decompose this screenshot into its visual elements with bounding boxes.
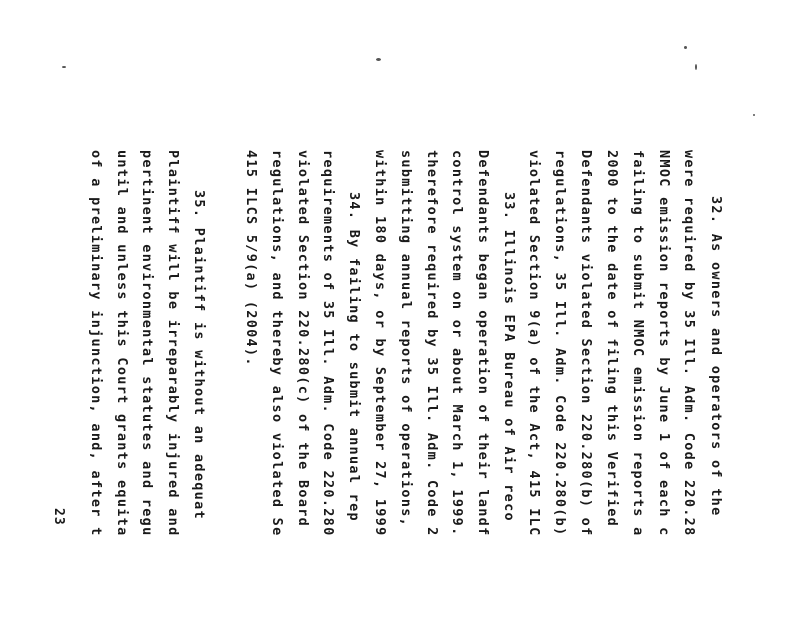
text-line: failing to submit NMOC emission reports a <box>630 150 646 537</box>
text-line: violated Section 220.280(c) of the Board <box>295 150 311 528</box>
text-line: until and unless this Court grants equita <box>114 150 130 537</box>
text-line: were required by 35 Ill. Adm. Code 220.28 <box>681 150 697 537</box>
scan-speck <box>753 114 755 116</box>
text-line: 35. Plaintiff is without an adequat <box>191 190 207 520</box>
text-line: of a preliminary injunction, and, after t <box>88 150 104 537</box>
text-line: therefore required by 35 Ill. Adm. Code 2 <box>424 150 440 537</box>
text-line: Plaintiff will be irreparably injured and <box>165 150 181 537</box>
text-line: NMOC emission reports by June 1 of each c <box>656 150 672 537</box>
text-line: requirements of 35 Ill. Adm. Code 220.280 <box>320 150 336 537</box>
scan-speck <box>684 46 687 49</box>
text-line: Defendants violated Section 220.280(b) of <box>578 150 594 537</box>
text-line: Defendants began operation of their landf <box>475 150 491 537</box>
text-line: 33. Illinois EPA Bureau of Air reco <box>501 192 517 522</box>
text-line: 32. As owners and operators of the <box>708 196 724 517</box>
text-line: submitting annual reports of operations, <box>398 150 414 528</box>
text-line: regulations, and thereby also violated Se <box>269 150 285 537</box>
scan-speck <box>695 64 697 70</box>
text-line: 415 ILCS 5/9(a) (2004). <box>243 150 259 367</box>
text-line: 34. By failing to submit annual rep <box>346 192 362 522</box>
scan-speck <box>376 58 381 61</box>
page-number: 23 <box>51 508 66 526</box>
text-line: control system on or about March 1, 1999. <box>449 150 465 537</box>
text-line: 2000 to the date of filing this Verified <box>604 150 620 528</box>
text-line: pertinent environmental statutes and regu <box>139 150 155 537</box>
scan-speck <box>62 66 66 68</box>
text-line: violated Section 9(a) of the Act, 415 ILC <box>526 150 542 537</box>
text-line: within 180 days, or by September 27, 1999 <box>372 150 388 537</box>
text-line: regulations, 35 Ill. Adm. Code 220.280(b) <box>552 150 568 537</box>
